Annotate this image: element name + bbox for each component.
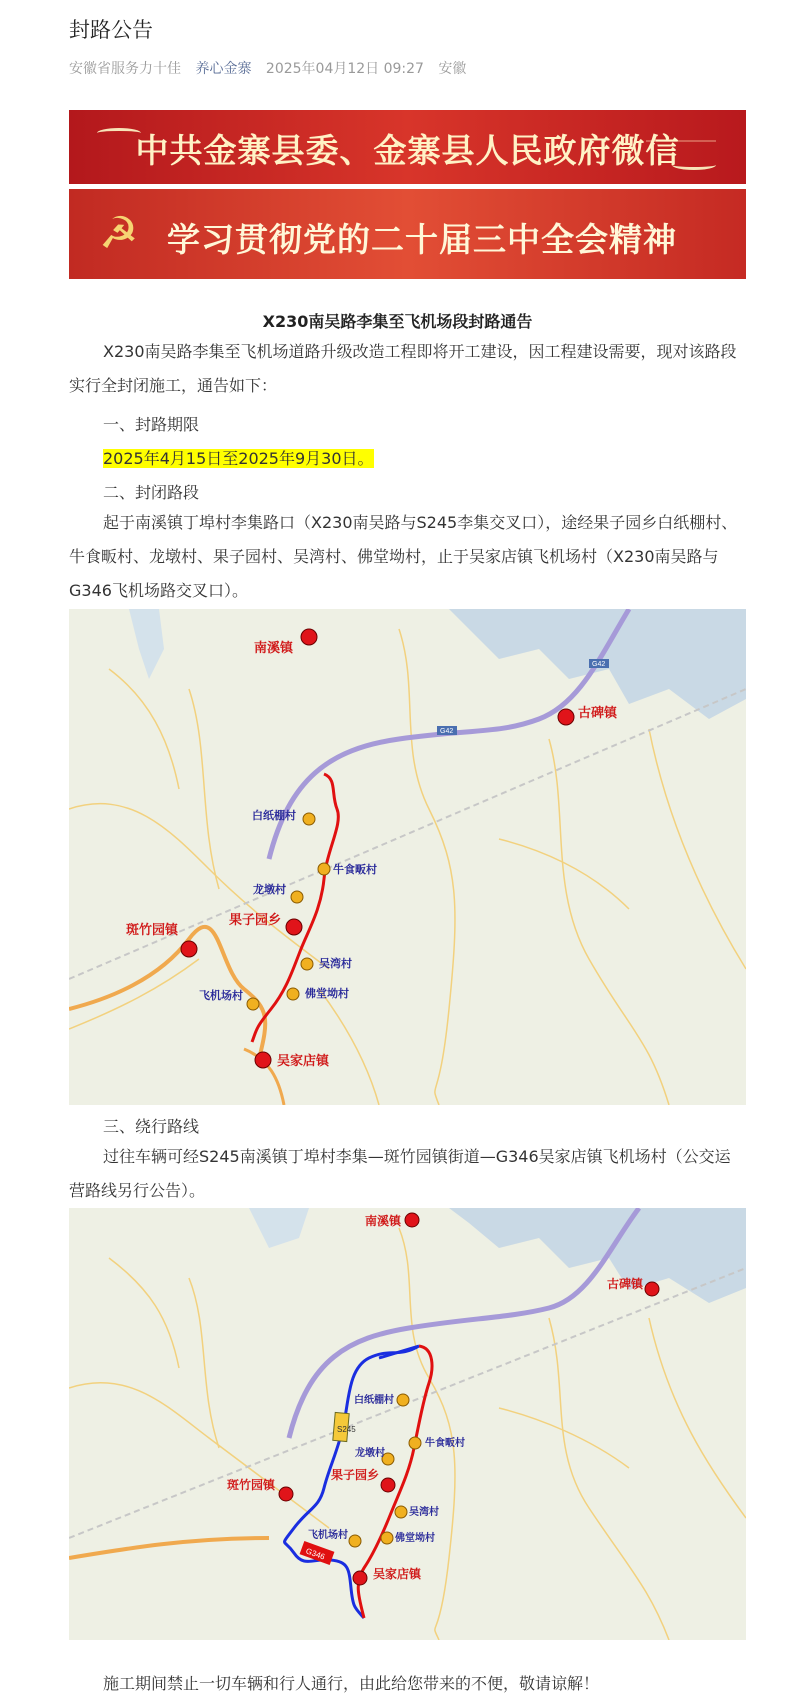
banner-slogan: 学习贯彻党的二十届三中全会精神 <box>167 220 677 259</box>
village-label: 牛食畈村 <box>333 864 377 876</box>
town-label: 南溪镇 <box>365 1214 402 1228</box>
government-banner <box>69 110 746 184</box>
closure-map <box>69 609 746 1105</box>
closed-section-text: 起于南溪镇丁埠村李集路口（X230南吴路与S245李集交叉口），途经果子园乡白纸棚村、牛食畈村、龙墩村、果子园村、吴湾村、佛堂坳村，止于吴家店镇飞机场村（X230南吴路与G346飞机场路交叉口）。 <box>69 513 738 600</box>
village-label: 吴湾村 <box>319 958 352 970</box>
section3-heading: 三、绕行路线 <box>103 1117 200 1136</box>
village-label: 飞机场村 <box>308 1530 348 1541</box>
town-label: 斑竹园镇 <box>126 922 179 937</box>
highway-shield: G42 <box>440 728 454 735</box>
town-label: 古碑镇 <box>578 705 618 720</box>
village-label: 佛堂坳村 <box>305 988 349 1000</box>
publish-time: 2025年04月12日 09:27 <box>265 61 424 77</box>
village-label: 白纸棚村 <box>252 810 296 822</box>
notice-title: X230南吴路李集至飞机场段封路通告 <box>262 312 533 331</box>
author-name: 安徽省服务力十佳 <box>69 61 181 77</box>
village-label: 龙墩村 <box>253 884 286 896</box>
village-label: 佛堂坳村 <box>395 1533 435 1544</box>
banner-title: 中共金寨县委、金寨县人民政府微信 <box>135 131 680 170</box>
highway-shield: G42 <box>592 661 606 668</box>
closing-note: 施工期间禁止一切车辆和行人通行，由此给您带来的不便，敬请谅解！ <box>103 1674 600 1693</box>
village-label: 牛食畈村 <box>425 1438 465 1449</box>
town-label: 吴家店镇 <box>373 1567 422 1581</box>
village-label: 白纸棚村 <box>354 1395 394 1406</box>
closure-period: 2025年4月15日至2025年9月30日。 <box>103 449 374 468</box>
section1-heading: 一、封路期限 <box>103 415 200 434</box>
study-banner <box>69 189 746 279</box>
town-label: 吴家店镇 <box>277 1053 330 1068</box>
village-label: 果子园乡 <box>331 1468 380 1482</box>
detour-text: 过往车辆可经S245南溪镇丁埠村李集—斑竹园镇街道—G346吴家店镇飞机场村（公交运营路线另行公告）。 <box>69 1147 731 1200</box>
village-label: 龙墩村 <box>355 1448 385 1459</box>
village-label: 吴湾村 <box>409 1507 439 1518</box>
town-label: 古碑镇 <box>607 1277 644 1291</box>
section2-heading: 二、封闭路段 <box>103 483 200 502</box>
party-emblem-icon: ☭ <box>99 208 139 259</box>
account-link[interactable]: 养心金寨 <box>195 61 252 77</box>
town-label: 斑竹园镇 <box>227 1478 276 1492</box>
town-label: 南溪镇 <box>254 640 294 655</box>
road-shield: S245 <box>337 1425 356 1434</box>
detour-map <box>69 1208 746 1640</box>
publish-location: 安徽 <box>438 61 467 77</box>
article-meta <box>69 58 476 78</box>
road-shield: G346 <box>304 1546 327 1562</box>
village-label: 飞机场村 <box>199 990 243 1002</box>
village-label: 果子园乡 <box>229 912 282 927</box>
article-title: 封路公告 <box>69 18 153 42</box>
notice-intro: X230南吴路李集至飞机场道路升级改造工程即将开工建设，因工程建设需要，现对该路段实行全封闭施工，通告如下： <box>69 342 737 395</box>
